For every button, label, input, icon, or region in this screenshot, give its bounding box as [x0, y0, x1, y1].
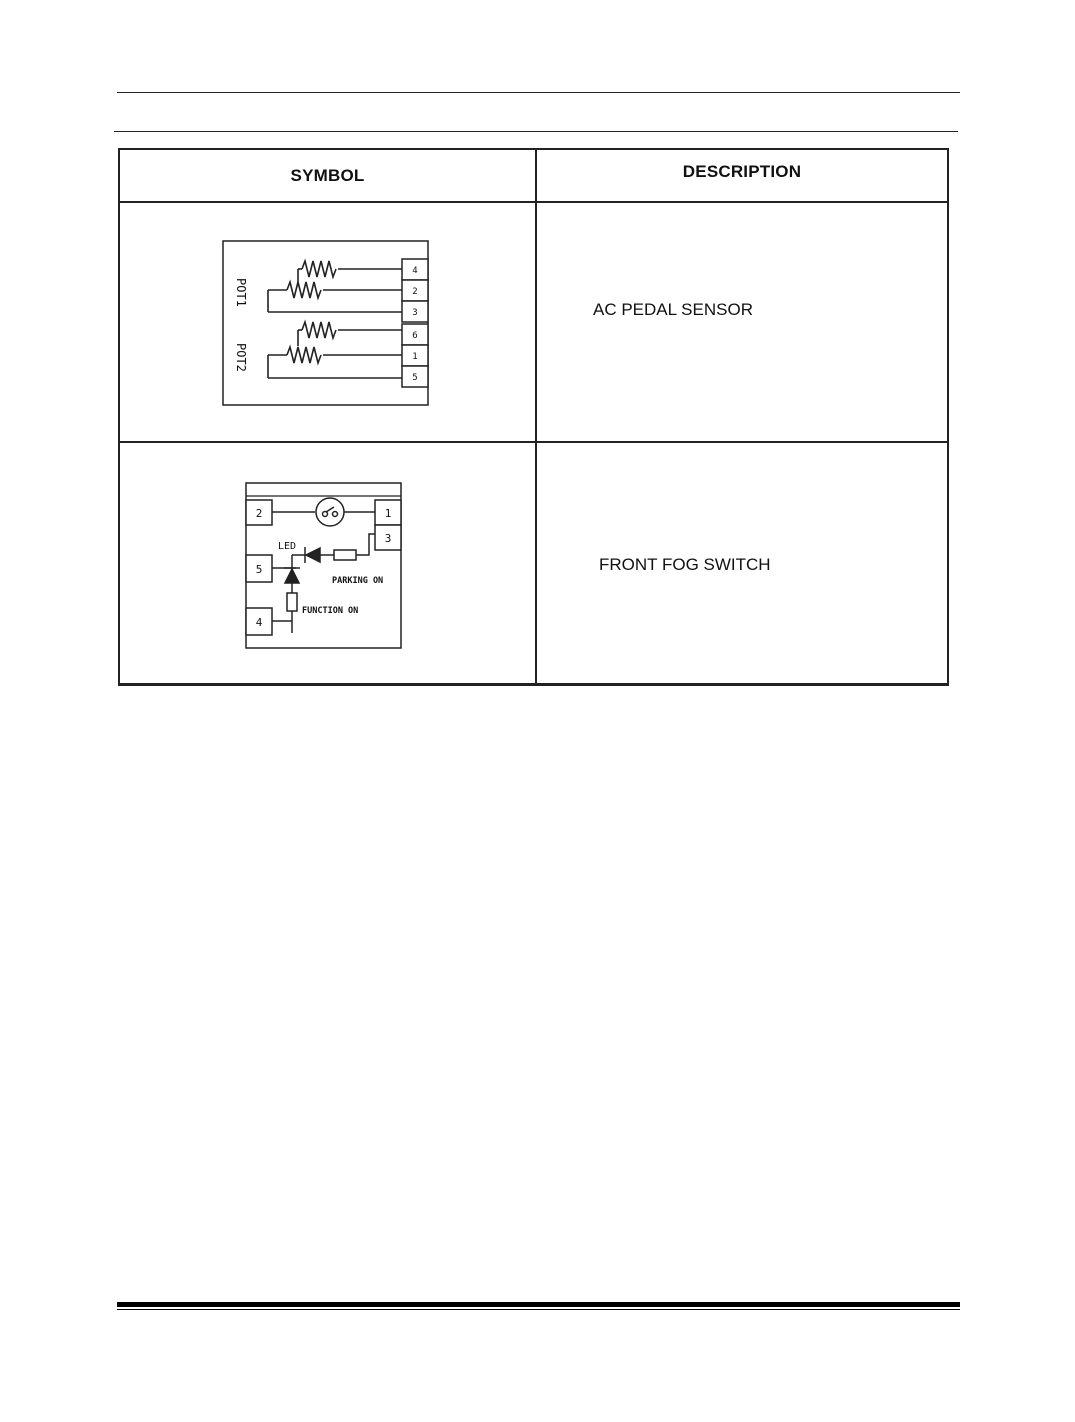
- table-row: [119, 202, 948, 442]
- pin-label: 1: [412, 352, 418, 362]
- function-on-label: FUNCTION ON: [302, 606, 359, 616]
- pin-label: 3: [412, 308, 418, 318]
- header-description: [536, 149, 948, 202]
- pin-label: 2: [412, 287, 418, 297]
- pin-label: 3: [384, 532, 392, 545]
- front-fog-switch-symbol: [120, 443, 535, 683]
- pin-label: 5: [255, 563, 263, 576]
- table-header-row: [119, 149, 948, 202]
- parking-on-label: PARKING ON: [332, 576, 384, 586]
- pot1-label: POT1: [234, 278, 248, 307]
- header-symbol: SYMBOL: [119, 149, 536, 202]
- pin-label: 5: [412, 373, 418, 383]
- pin-label: 1: [384, 507, 392, 520]
- pin-label: 6: [412, 331, 418, 341]
- description-cell-front-fog-switch: [536, 442, 948, 685]
- header-description-text: DESCRIPTION: [682, 161, 802, 181]
- header-rule-top: [117, 92, 960, 93]
- pot2-label: POT2: [234, 343, 248, 372]
- description-front-fog-switch: FRONT FOG SWITCH: [599, 555, 771, 574]
- footer-rule-thin: [117, 1309, 960, 1310]
- symbol-cell-front-fog-switch: [119, 442, 536, 685]
- header-rule-second: [114, 131, 958, 132]
- pin-label: 4: [412, 266, 418, 276]
- description-ac-pedal-sensor: AC PEDAL SENSOR: [593, 300, 753, 319]
- pin-label: 2: [255, 507, 263, 520]
- ac-pedal-sensor-symbol: [120, 203, 535, 441]
- led-label: LED: [278, 541, 297, 552]
- footer-rule-thick: [117, 1302, 960, 1307]
- table-row: [119, 442, 948, 685]
- description-cell-ac-pedal-sensor: [536, 202, 948, 442]
- symbol-table: [118, 148, 949, 686]
- pin-label: 4: [255, 616, 263, 629]
- symbol-cell-ac-pedal-sensor: [119, 202, 536, 442]
